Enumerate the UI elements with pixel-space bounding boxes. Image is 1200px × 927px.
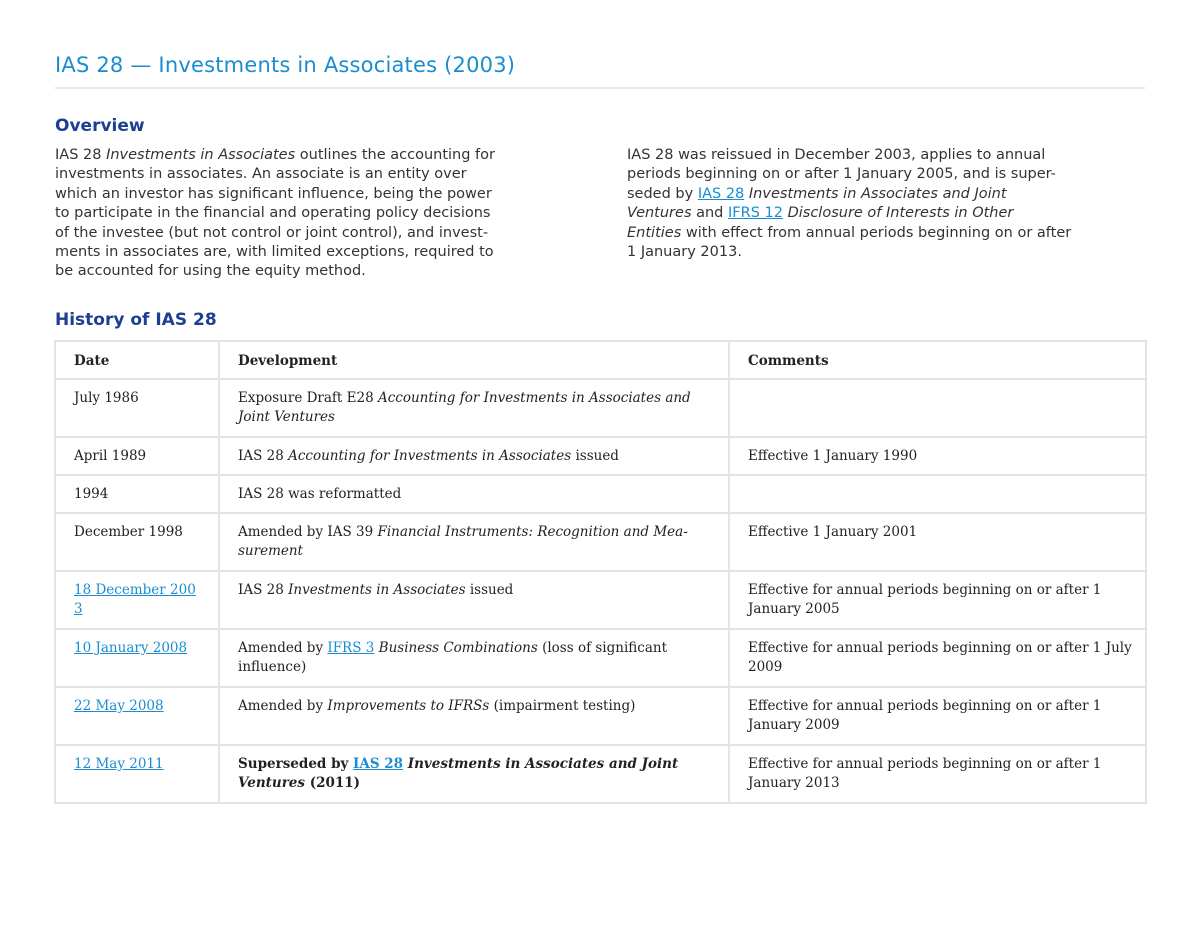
table-header-row — [55, 341, 1146, 379]
overview-paragraph-right: IAS 28 was reissued in December 2003, applies to annual periods beginning on or after 1 January 2005, and is super- seded by IAS 28 Investments in Associates and Joint Ventures and IFRS 12 Disclosure of Interests in Other Entities with effect from annual periods beginning on or after 1 January 2013. — [627, 147, 1072, 261]
table-row — [55, 687, 1146, 745]
table-row — [55, 475, 1146, 513]
comments-cell: Effective 1 January 2001 — [729, 513, 1146, 571]
history-heading: History of IAS 28 — [55, 310, 217, 330]
date-cell — [55, 745, 219, 803]
date-cell — [55, 629, 219, 687]
ias-28-2011-link[interactable]: IAS 28 — [353, 756, 404, 772]
date-link-may-2011[interactable]: 12 May 2011 — [74, 756, 164, 772]
date-cell: December 1998 — [55, 513, 219, 571]
column-header-date: Date — [55, 341, 219, 379]
title-divider — [55, 87, 1145, 89]
comments-cell: Effective for annual periods beginning on or after 1 January 2009 — [729, 687, 1146, 745]
table-row — [55, 745, 1146, 803]
date-link-dec-2003[interactable]: 18 December 200 — [74, 582, 196, 598]
table-row — [55, 379, 1146, 437]
comments-cell: Effective for annual periods beginning on or after 1 July 2009 — [729, 629, 1146, 687]
table-row — [55, 437, 1146, 475]
overview-heading: Overview — [55, 116, 145, 136]
table-row — [55, 513, 1146, 571]
date-link-jan-2008[interactable]: 10 January 2008 — [74, 640, 188, 656]
date-cell — [55, 571, 219, 629]
comments-cell — [729, 379, 1146, 437]
ias-28-link[interactable]: IAS 28 — [697, 185, 745, 202]
history-table — [54, 340, 1147, 804]
development-cell: IAS 28 Investments in Associates issued — [219, 571, 729, 629]
comments-cell: Effective 1 January 1990 — [729, 437, 1146, 475]
comments-cell: Effective for annual periods beginning on or after 1 January 2013 — [729, 745, 1146, 803]
column-header-development: Development — [219, 341, 729, 379]
development-cell: Amended by Improvements to IFRSs (impairment testing) — [219, 687, 729, 745]
comments-cell — [729, 475, 1146, 513]
date-link-may-2008[interactable]: 22 May 2008 — [74, 698, 164, 714]
date-cell: July 1986 — [55, 379, 219, 437]
ifrs-3-link[interactable]: IFRS 3 — [327, 640, 375, 656]
development-cell: IAS 28 Accounting for Investments in Associates issued — [219, 437, 729, 475]
ifrs-12-link[interactable]: IFRS 12 — [728, 205, 783, 222]
development-cell: IAS 28 was reformatted — [219, 475, 729, 513]
comments-cell: Effective for annual periods beginning on or after 1 January 2005 — [729, 571, 1146, 629]
development-cell: Exposure Draft E28 Accounting for Investments in Associates and Joint Ventures — [219, 379, 729, 437]
date-cell — [55, 687, 219, 745]
table-row — [55, 629, 1146, 687]
development-cell: Amended by IAS 39 Financial Instruments: Recognition and Mea- surement — [219, 513, 729, 571]
overview-paragraph-left: IAS 28 Investments in Associates outlines the accounting for investments in associates. An associate is an entity over which an investor has significant influence, being the power to participate in the financial and operating policy decisions of the investee (but not control or joint control), and invest- ments in associates are, with limited exceptions, required to be accounted for using the equity method. — [55, 147, 495, 280]
date-cell: April 1989 — [55, 437, 219, 475]
date-link-dec-2003-wrap[interactable]: 3 — [74, 601, 83, 617]
page-title: IAS 28 — Investments in Associates (2003) — [55, 53, 516, 77]
column-header-comments: Comments — [729, 341, 1146, 379]
development-cell: Amended by IFRS 3 Business Combinations (loss of significant influence) — [219, 629, 729, 687]
date-cell: 1994 — [55, 475, 219, 513]
development-cell: Superseded by IAS 28 Investments in Associates and Joint Ventures (2011) — [219, 745, 729, 803]
table-row — [55, 571, 1146, 629]
